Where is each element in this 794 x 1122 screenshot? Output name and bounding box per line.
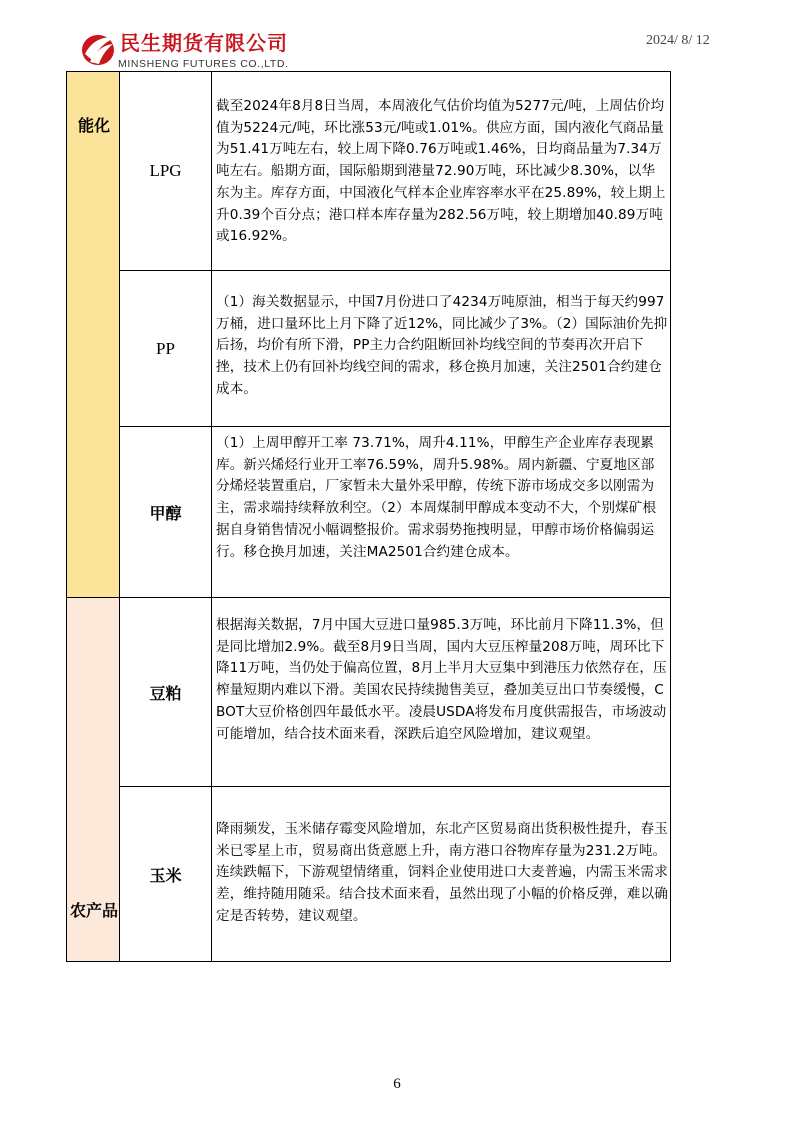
report-date: 2024/ 8/ 12	[646, 33, 710, 48]
product-name: 豆粕	[149, 683, 182, 703]
product-name: PP	[156, 338, 175, 358]
product-cell-soymeal	[119, 597, 212, 787]
brand-name-en: MINSHENG FUTURES CO.,LTD.	[118, 58, 289, 70]
desc-text: 截至2024年8月8日当周，本周液化气估价均值为5277元/吨，上周估价均值为5224元/吨，环比涨53元/吨或1.01%。供应方面，国内液化气商品量为51.41万吨左右，较上周下降0.76万吨或1.46%，日均商品量为7.34万吨左右。船期方面，国际船期到港量72.90万吨，环比减少8.30%，以华东为主。库存方面，中国液化气样本企业库容率水平在25.89%，较上期上升0.39个百分点；港口样本库存量为282.56万吨，较上期增加40.89万吨或16.92%。	[216, 98, 666, 245]
desc-text: 根据海关数据，7月中国大豆进口量985.3万吨，环比前月下降11.3%，但是同比增加2.9%。截至8月9日当周，国内大豆压榨量208万吨，周环比下降11万吨，当仍处于偏高位置，8月上半月大豆集中到港压力依然存在，压榨量短期内难以下滑。美国农民持续抛售美豆，叠加美豆出口节奏缓慢，CBOT大豆价格创四年最低水平。凌晨USDA将发布月度供需报告，市场波动可能增加，结合技术面来看，深跌后追空风险增加，建议观望。	[216, 617, 667, 742]
minsheng-logo-icon	[80, 28, 116, 70]
category-cell-energy	[66, 71, 120, 598]
desc-text: （1）海关数据显示，中国7月份进口了4234万吨原油，相当于每天约997万桶，进口量环比上月下降了近12%，同比减少了3%。（2）国际油价先抑后扬，均价有所下滑，PP主力合约阻断回补均线空间的节奏再次开启下挫，技术上仍有回补均线空间的需求，移仓换月加速，关注2501合约建仓成本。	[216, 294, 668, 397]
page-number: 6	[393, 1076, 401, 1092]
desc-text: 降雨频发，玉米储存霉变风险增加，东北产区贸易商出货积极性提升，春玉米已零星上市，贸易商出货意愿上升，南方港口谷物库存量为231.2万吨。连续跌幅下，下游观望情绪重，饲料企业使用进口大麦普遍，内需玉米需求差，维持随用随采。结合技术面来看，虽然出现了小幅的价格反弹，难以确定是否转势，建议观望。	[216, 821, 668, 924]
desc-cell-methanol	[211, 426, 671, 598]
category-cell-agri	[66, 597, 120, 962]
product-name: 玉米	[149, 865, 182, 885]
product-name: 甲醇	[149, 503, 182, 523]
product-name: LPG	[149, 161, 182, 180]
desc-cell-pp	[211, 270, 671, 427]
product-cell-corn	[119, 786, 212, 962]
desc-cell-corn	[211, 786, 671, 962]
desc-cell-lpg	[211, 71, 671, 271]
category-label-energy: 能化	[77, 116, 110, 135]
desc-text: （1）上周甲醇开工率 73.71%，周升4.11%，甲醇生产企业库存表现累库。新兴烯烃行业开工率76.59%，周升5.98%。周内新疆、宁夏地区部分烯烃装置重启，厂家暂未大量外采甲醇，传统下游市场成交多以刚需为主，需求端持续释放利空。（2）本周煤制甲醇成本变动不大，个别煤矿根据自身销售情况小幅调整报价。需求弱势拖拽明显，甲醇市场价格偏弱运行。移仓换月加速，关注MA2501合约建仓成本。	[216, 435, 657, 560]
page-header	[0, 0, 794, 72]
commodity-table	[66, 71, 671, 962]
category-label-agri: 农产品	[69, 901, 118, 920]
product-cell-lpg	[119, 71, 212, 271]
product-cell-methanol	[119, 426, 212, 598]
desc-cell-soymeal	[211, 597, 671, 787]
product-cell-pp	[119, 270, 212, 427]
brand-name-cn: 民生期货有限公司	[120, 31, 288, 55]
